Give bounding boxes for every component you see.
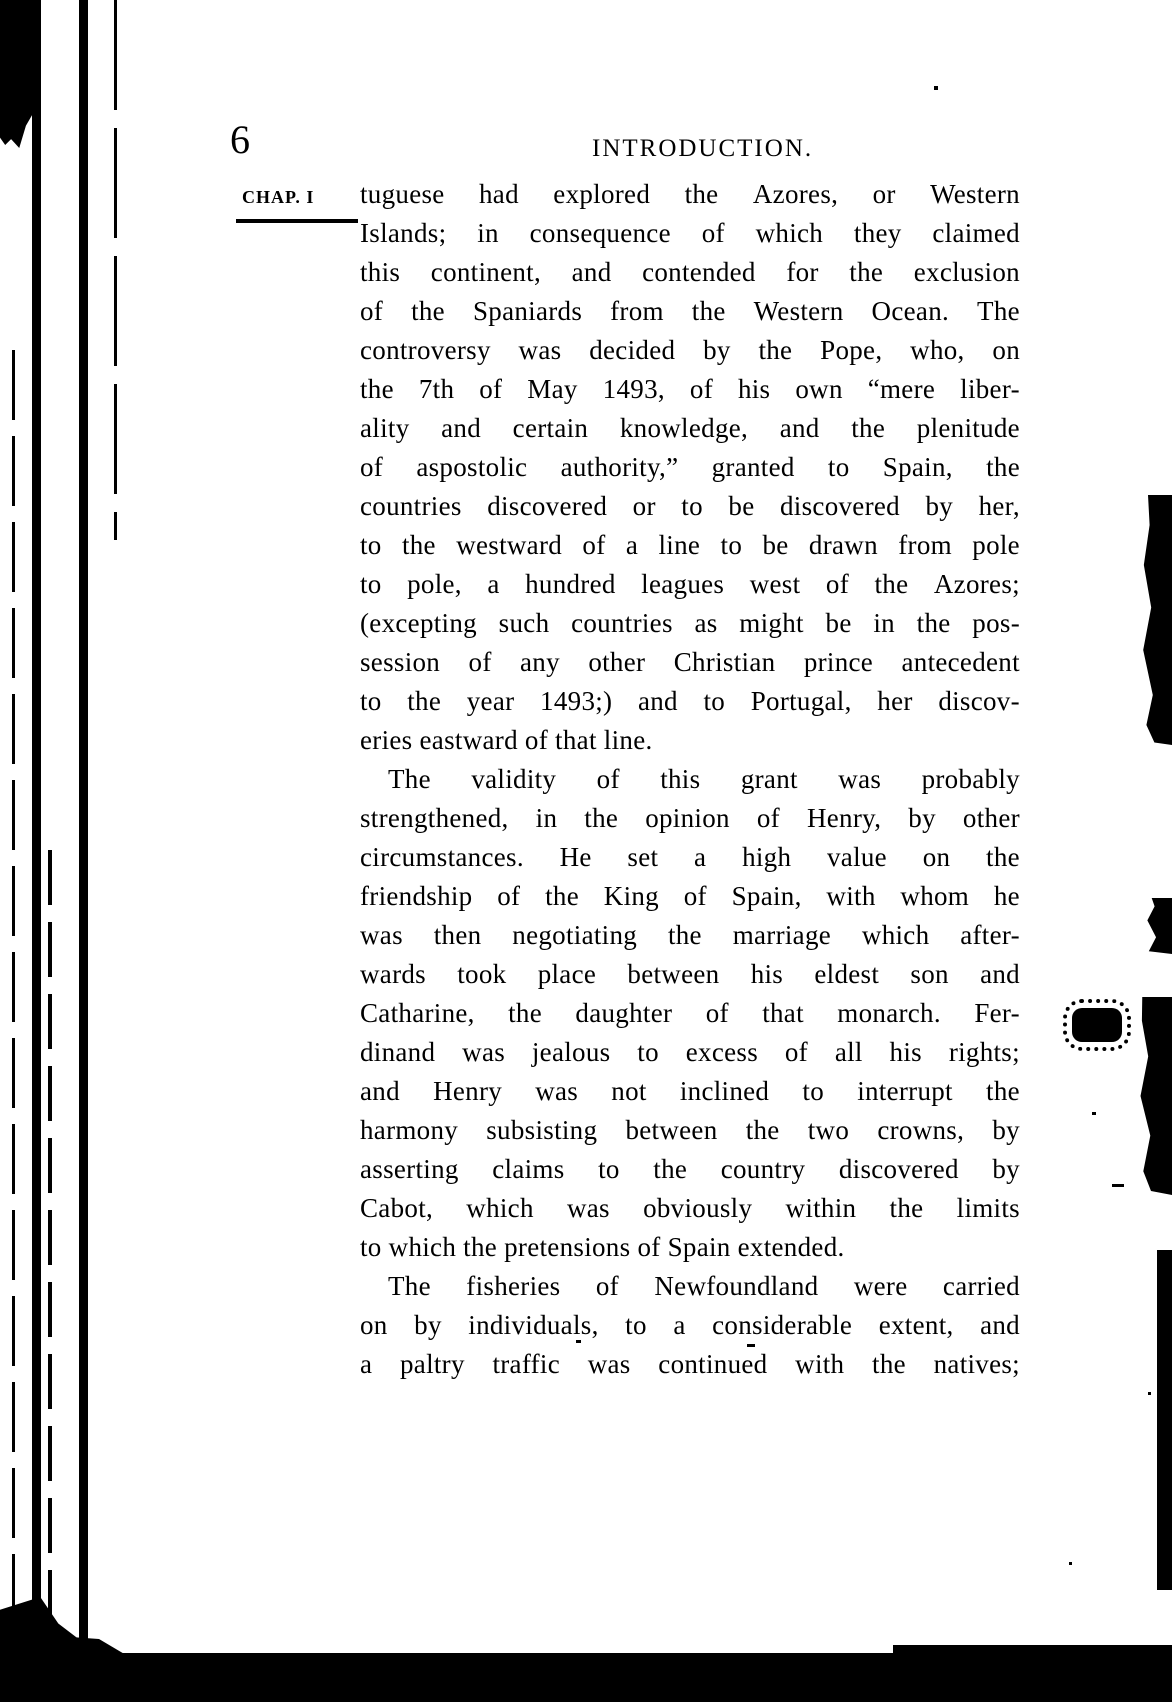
- scan-artifact-right-bar-2: [1143, 898, 1172, 954]
- text-line: the 7th of May 1493, of his own “mere liber-: [360, 374, 1020, 404]
- scan-artifact-right-bar-4: [1157, 1250, 1172, 1590]
- text-line: this continent, and contended for the exclusion: [360, 257, 1020, 287]
- margin-note-rule: [236, 219, 358, 223]
- scan-artifact-binding-line-5: [114, 0, 117, 540]
- scan-artifact-bottom-step: [893, 1645, 1172, 1655]
- scan-artifact-binding-line-1: [32, 0, 41, 1702]
- text-line: eries eastward of that line.: [360, 725, 653, 755]
- text-line: Islands; in consequence of which they claimed: [360, 218, 1020, 248]
- text-line: on by individuals, to a considerable extent, and: [360, 1310, 1020, 1340]
- text-line: dinand was jealous to excess of all his rights;: [360, 1037, 1020, 1067]
- text-line: of the Spaniards from the Western Ocean. The: [360, 296, 1020, 326]
- scan-speck: [1112, 1184, 1124, 1187]
- text-line: controversy was decided by the Pope, who, on: [360, 335, 1020, 365]
- scan-speck: [1092, 1112, 1096, 1115]
- text-line: and Henry was not inclined to interrupt the: [360, 1076, 1020, 1106]
- body-text: [360, 175, 1020, 1384]
- text-line: harmony subsisting between the two crowns, by: [360, 1115, 1020, 1145]
- scan-artifact-binding-line-4: [48, 850, 52, 1650]
- text-line: to the westward of a line to be drawn from pole: [360, 530, 1020, 560]
- text-line: strengthened, in the opinion of Henry, by other: [360, 803, 1020, 833]
- scan-artifact-binding-line-2: [79, 0, 88, 1702]
- page-number: 6: [230, 117, 250, 162]
- text-line: (excepting such countries as might be in the pos-: [360, 608, 1020, 638]
- scan-artifact-binding-line-3: [12, 350, 15, 1650]
- text-line: The validity of this grant was probably: [388, 764, 1020, 794]
- text-line: tuguese had explored the Azores, or Western: [360, 179, 1020, 209]
- text-line: asserting claims to the country discovered by: [360, 1154, 1020, 1184]
- text-line: circumstances. He set a high value on the: [360, 842, 1020, 872]
- text-line: to which the pretensions of Spain extended.: [360, 1232, 845, 1262]
- scan-speck: [1148, 1392, 1151, 1395]
- text-line: ality and certain knowledge, and the plenitude: [360, 413, 1020, 443]
- text-line: friendship of the King of Spain, with whom he: [360, 881, 1020, 911]
- text-line: a paltry traffic was continued with the natives;: [360, 1349, 1020, 1379]
- text-line: to pole, a hundred leagues west of the Azores;: [360, 569, 1020, 599]
- text-line: of aspostolic authority,” granted to Spain, the: [360, 452, 1020, 482]
- scan-artifact-right-bar-3: [1137, 997, 1172, 1195]
- margin-note-chapter: CHAP. I: [242, 187, 315, 207]
- text-line: wards took place between his eldest son and: [360, 959, 1020, 989]
- text-line: Catharine, the daughter of that monarch. Fer-: [360, 998, 1020, 1028]
- running-header: INTRODUCTION.: [592, 135, 814, 162]
- text-line: The fisheries of Newfoundland were carried: [388, 1271, 1020, 1301]
- scan-artifact-bottom-bar: [0, 1653, 1172, 1702]
- scan-speck: [1069, 1562, 1072, 1565]
- scan-speck: [934, 86, 938, 90]
- text-line: Cabot, which was obviously within the limits: [360, 1193, 1020, 1223]
- text-line: countries discovered or to be discovered by her,: [360, 491, 1020, 521]
- scan-artifact-right-bar-1: [1140, 495, 1172, 745]
- scan-artifact-ink-blot: [1072, 1008, 1122, 1042]
- text-line: to the year 1493;) and to Portugal, her discov-: [360, 686, 1020, 716]
- text-line: session of any other Christian prince antecedent: [360, 647, 1020, 677]
- text-line: was then negotiating the marriage which after-: [360, 920, 1020, 950]
